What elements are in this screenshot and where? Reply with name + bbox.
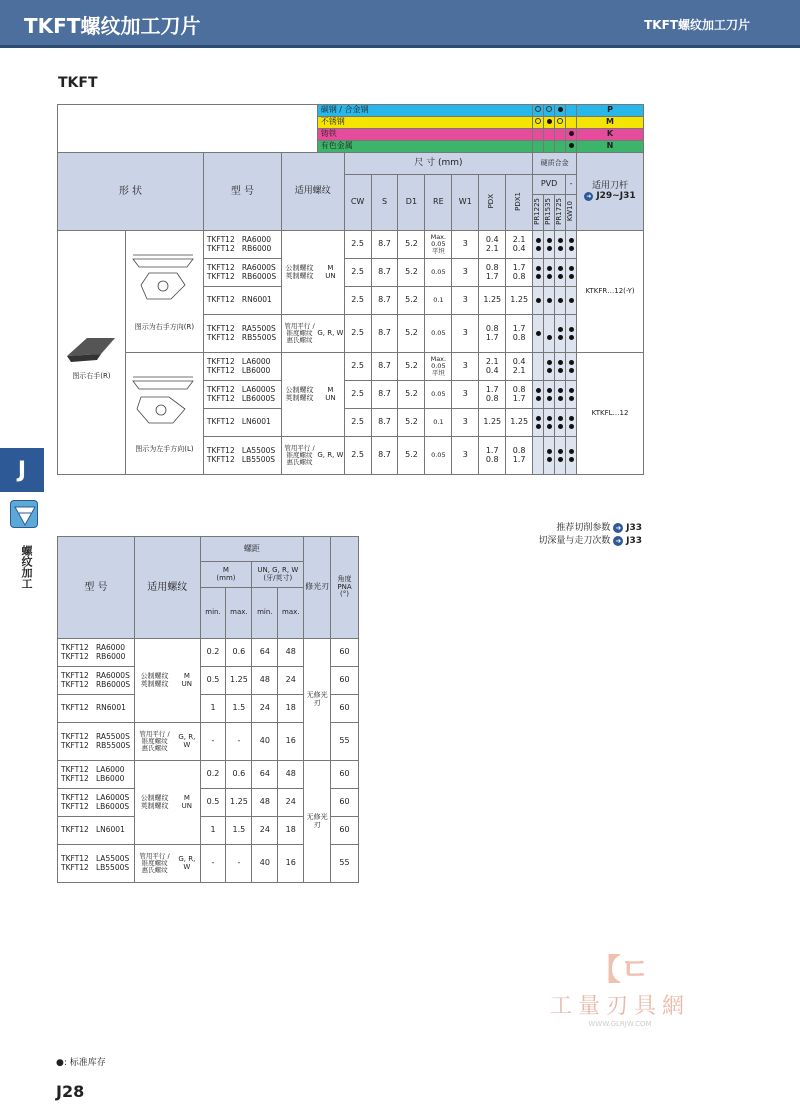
wiper-cell: 无修光刃	[304, 639, 331, 761]
thread-type: 公制螺纹 英制螺纹	[281, 353, 317, 437]
stock-dot	[569, 360, 574, 365]
stock-dot	[558, 424, 563, 429]
un-min: 64	[252, 639, 278, 667]
t2-header-un: UN, G, R, W (牙/英寸)	[252, 562, 304, 588]
header-holder: 适用刀杆 ➜ J29~J31	[577, 153, 644, 231]
m-max: 1.5	[226, 817, 252, 845]
pna-value: 60	[331, 817, 359, 845]
stock-dot	[536, 396, 541, 401]
header-shape: 形 状	[58, 153, 204, 231]
stock-dot	[569, 396, 574, 401]
un-min: 24	[252, 695, 278, 723]
pdx1-value: 2.1 0.4	[506, 231, 533, 259]
re-value: Max. 0.05 平坦	[425, 231, 452, 259]
re-value: 0.05	[425, 437, 452, 475]
stock-dot	[558, 457, 563, 462]
blank-corner	[58, 105, 318, 153]
m-max: 1.5	[226, 695, 252, 723]
stock-dot	[547, 416, 552, 421]
material-code: K	[577, 129, 644, 141]
t2-thread-code: M UN	[174, 639, 200, 723]
pdx1-value: 0.4 2.1	[506, 353, 533, 381]
t2-thread-code-grw: G, R, W	[174, 723, 200, 761]
m-min: 1	[200, 817, 226, 845]
header-carbide: 硬质合金	[533, 153, 577, 175]
threading-icon	[10, 500, 38, 528]
un-max: 18	[278, 817, 304, 845]
model-cell: TKFT12 RA5500S TKFT12 RB5500S	[203, 315, 281, 353]
pdx-value: 1.7 0.8	[479, 437, 506, 475]
thread-code: M UN	[317, 231, 344, 315]
s-value: 8.7	[371, 231, 398, 259]
pdx1-value: 1.7 0.8	[506, 259, 533, 287]
t2-model-cell: TKFT12 LA6000 TKFT12 LB6000	[58, 761, 135, 789]
un-max: 16	[278, 845, 304, 883]
m-min: 1	[200, 695, 226, 723]
t2-header-angle: 角度 PNA (°)	[331, 537, 359, 639]
t2-model-cell: TKFT12 RA6000 TKFT12 RB6000	[58, 639, 135, 667]
m-min: -	[200, 845, 226, 883]
t2-header-min: min.	[252, 588, 278, 639]
stock-dot	[569, 416, 574, 421]
stock-dot	[536, 238, 541, 243]
stock-dot	[547, 335, 552, 340]
pna-value: 60	[331, 789, 359, 817]
insert-drawing-l	[127, 373, 201, 443]
w1-value: 3	[452, 315, 479, 353]
model-cell: TKFT12 RA6000 TKFT12 RB6000	[203, 231, 281, 259]
stock-dot	[569, 335, 574, 340]
stock-dot	[547, 298, 552, 303]
stock-dot	[547, 368, 552, 373]
t2-header-wiper: 修光刃	[304, 537, 331, 639]
model-cell: TKFT12 LA6000S TKFT12 LB6000S	[203, 381, 281, 409]
re-value: 0.1	[425, 287, 452, 315]
stock-dot	[547, 396, 552, 401]
stock-dot	[569, 143, 574, 148]
model-cell: TKFT12 LN6001	[203, 409, 281, 437]
t2-header-min: min.	[200, 588, 226, 639]
t2-model-cell: TKFT12 RN6001	[58, 695, 135, 723]
thread-code-grw: G, R, W	[317, 315, 344, 353]
header-col-d1: D1	[398, 175, 425, 231]
w1-value: 3	[452, 287, 479, 315]
pdx1-value: 1.7 0.8	[506, 315, 533, 353]
d1-value: 5.2	[398, 437, 425, 475]
m-max: 1.25	[226, 789, 252, 817]
un-max: 48	[278, 639, 304, 667]
grade-kw10: KW10	[566, 195, 577, 231]
pdx1-value: 1.25	[506, 287, 533, 315]
t2-header-m: M (mm)	[200, 562, 252, 588]
pdx-value: 1.25	[479, 409, 506, 437]
t2-thread-type: 公制螺纹 英制螺纹	[134, 761, 174, 845]
stock-dot	[547, 457, 552, 462]
s-value: 8.7	[371, 287, 398, 315]
stock-dot	[569, 424, 574, 429]
model-cell: TKFT12 RN6001	[203, 287, 281, 315]
page-header	[0, 0, 800, 48]
d1-value: 5.2	[398, 353, 425, 381]
pna-value: 60	[331, 667, 359, 695]
insert-photo-cell: 图示右手(R)	[58, 231, 126, 475]
w1-value: 3	[452, 259, 479, 287]
t2-header-max: max.	[278, 588, 304, 639]
s-value: 8.7	[371, 381, 398, 409]
insert-drawing-r	[127, 251, 201, 321]
un-min: 40	[252, 723, 278, 761]
stock-dot	[558, 107, 563, 112]
header-col-pdx: PDX	[479, 175, 506, 231]
pdx-value: 2.1 0.4	[479, 353, 506, 381]
header-right-title: TKFT螺纹加工刀片	[644, 18, 750, 32]
w1-value: 3	[452, 231, 479, 259]
stock-dot	[558, 396, 563, 401]
arrow-right-icon: ➜	[613, 523, 623, 533]
stock-dot	[558, 416, 563, 421]
holder-right: KTKFR…12(-Y)	[577, 231, 644, 353]
stock-dot	[536, 246, 541, 251]
re-value: 0.05	[425, 315, 452, 353]
stock-dot	[558, 449, 563, 454]
suitability-circle	[535, 106, 541, 112]
left-hand-drawing: 图示为左手方向(L)	[125, 353, 203, 475]
un-max: 18	[278, 695, 304, 723]
m-max: 0.6	[226, 761, 252, 789]
re-value: 0.05	[425, 259, 452, 287]
suitability-circle	[546, 106, 552, 112]
stock-dot	[536, 298, 541, 303]
depth-passes-ref[interactable]: 切深量与走刀次数 ➜ J33	[538, 536, 642, 546]
pna-value: 55	[331, 723, 359, 761]
t2-header-thread: 适用螺纹	[134, 537, 200, 639]
header-col-re: RE	[425, 175, 452, 231]
pdx-value: 1.7 0.8	[479, 381, 506, 409]
model-cell: TKFT12 LA6000 TKFT12 LB6000	[203, 353, 281, 381]
m-max: -	[226, 845, 252, 883]
grade-pr1725: PR1725	[555, 195, 566, 231]
thread-code-grw: G, R, W	[317, 437, 344, 475]
right-hand-drawing: 图示为右手方向(R)	[125, 231, 203, 353]
header-dash: -	[566, 175, 577, 195]
w1-value: 3	[452, 353, 479, 381]
un-min: 64	[252, 761, 278, 789]
arrow-right-icon: ➜	[613, 536, 623, 546]
header-col-s: S	[371, 175, 398, 231]
stock-dot	[569, 449, 574, 454]
d1-value: 5.2	[398, 381, 425, 409]
stock-dot	[536, 274, 541, 279]
t2-thread-code-grw: G, R, W	[174, 845, 200, 883]
un-max: 48	[278, 761, 304, 789]
t2-thread-type-pipe: 管用平行 / 锥度螺纹 惠氏螺纹	[134, 845, 174, 883]
m-max: 1.25	[226, 667, 252, 695]
w1-value: 3	[452, 409, 479, 437]
re-value: 0.05	[425, 381, 452, 409]
cw-value: 2.5	[344, 287, 371, 315]
material-label: 有色金属	[317, 141, 532, 153]
stock-dot	[547, 246, 552, 251]
section-tab-j[interactable]: J	[0, 448, 44, 492]
stock-dot	[558, 298, 563, 303]
stock-dot	[569, 274, 574, 279]
s-value: 8.7	[371, 437, 398, 475]
stock-dot	[547, 119, 552, 124]
stock-dot	[558, 335, 563, 340]
header-title: TKFT螺纹加工刀片	[24, 14, 201, 38]
stock-dot	[569, 238, 574, 243]
header-dimensions: 尺 寸 (mm)	[344, 153, 533, 175]
material-code: P	[577, 105, 644, 117]
d1-value: 5.2	[398, 259, 425, 287]
pdx-value: 0.8 1.7	[479, 315, 506, 353]
section-title: TKFT	[58, 75, 98, 91]
material-label: 铸铁	[317, 129, 532, 141]
stock-dot	[569, 368, 574, 373]
s-value: 8.7	[371, 315, 398, 353]
cw-value: 2.5	[344, 437, 371, 475]
stock-dot	[558, 327, 563, 332]
header-pvd: PVD	[533, 175, 566, 195]
stock-dot	[547, 266, 552, 271]
grade-pr1225: PR1225	[533, 195, 544, 231]
t2-model-cell: TKFT12 RA6000S TKFT12 RB6000S	[58, 667, 135, 695]
header-col-pdx1: PDX1	[506, 175, 533, 231]
s-value: 8.7	[371, 409, 398, 437]
pitch-table	[57, 536, 359, 883]
pna-value: 60	[331, 761, 359, 789]
t2-header-max: max.	[226, 588, 252, 639]
pdx1-value: 0.8 1.7	[506, 437, 533, 475]
stock-dot	[569, 266, 574, 271]
thread-code: M UN	[317, 353, 344, 437]
m-max: 0.6	[226, 639, 252, 667]
pna-value: 55	[331, 845, 359, 883]
stock-dot	[558, 388, 563, 393]
pdx1-value: 0.8 1.7	[506, 381, 533, 409]
pna-value: 60	[331, 695, 359, 723]
suitability-circle	[535, 118, 541, 124]
t2-model-cell: TKFT12 LA6000S TKFT12 LB6000S	[58, 789, 135, 817]
re-value: 0.1	[425, 409, 452, 437]
un-min: 48	[252, 789, 278, 817]
pna-value: 60	[331, 639, 359, 667]
m-min: -	[200, 723, 226, 761]
t2-model-cell: TKFT12 RA5500S TKFT12 RB5500S	[58, 723, 135, 761]
d1-value: 5.2	[398, 287, 425, 315]
t2-thread-code: M UN	[174, 761, 200, 845]
un-max: 16	[278, 723, 304, 761]
material-label: 碳钢 / 合金钢	[317, 105, 532, 117]
t2-header-pitch: 螺距	[200, 537, 304, 562]
t2-model-cell: TKFT12 LA5500S TKFT12 LB5500S	[58, 845, 135, 883]
arrow-right-icon: ➜	[586, 192, 592, 200]
stock-dot	[547, 424, 552, 429]
pdx1-value: 1.25	[506, 409, 533, 437]
stock-dot	[558, 274, 563, 279]
t2-thread-type-pipe: 管用平行 / 锥度螺纹 惠氏螺纹	[134, 723, 174, 761]
stock-dot	[569, 298, 574, 303]
stock-dot	[558, 360, 563, 365]
insert-spec-table	[57, 104, 644, 475]
t2-header-model: 型 号	[58, 537, 135, 639]
insert-photo-icon	[61, 324, 121, 364]
m-min: 0.5	[200, 789, 226, 817]
re-value: Max. 0.05 平坦	[425, 353, 452, 381]
grade-pr1535: PR1535	[544, 195, 555, 231]
cw-value: 2.5	[344, 315, 371, 353]
thread-type: 公制螺纹 英制螺纹	[281, 231, 317, 315]
stock-dot	[558, 246, 563, 251]
stock-dot	[558, 238, 563, 243]
cw-value: 2.5	[344, 409, 371, 437]
section-tab-label: 螺纹加工	[20, 545, 33, 589]
stock-dot	[547, 238, 552, 243]
cw-value: 2.5	[344, 259, 371, 287]
m-min: 0.2	[200, 761, 226, 789]
model-cell: TKFT12 LA5500S TKFT12 LB5500S	[203, 437, 281, 475]
suitability-circle	[557, 118, 563, 124]
d1-value: 5.2	[398, 231, 425, 259]
stock-dot	[536, 424, 541, 429]
t2-model-cell: TKFT12 LN6001	[58, 817, 135, 845]
stock-dot	[547, 388, 552, 393]
un-min: 40	[252, 845, 278, 883]
w1-value: 3	[452, 437, 479, 475]
stock-dot	[569, 457, 574, 462]
stock-dot	[536, 331, 541, 336]
header-model: 型 号	[203, 153, 281, 231]
watermark: 【ㄷ 工量刃具網 WWW.GLRJW.COM	[540, 945, 700, 1028]
holder-left: KTKFL…12	[577, 353, 644, 475]
thread-type-pipe: 管用平行 / 锥度螺纹 惠氏螺纹	[281, 315, 317, 353]
stock-dot	[569, 246, 574, 251]
page-number: J28	[56, 1082, 85, 1101]
cw-value: 2.5	[344, 353, 371, 381]
stock-dot	[569, 388, 574, 393]
header-thread: 适用螺纹	[281, 153, 344, 231]
stock-dot	[547, 449, 552, 454]
pdx-value: 0.8 1.7	[479, 259, 506, 287]
un-max: 24	[278, 789, 304, 817]
stock-dot	[536, 266, 541, 271]
material-code: M	[577, 117, 644, 129]
stock-dot	[547, 274, 552, 279]
pdx-value: 0.4 2.1	[479, 231, 506, 259]
s-value: 8.7	[371, 259, 398, 287]
stock-dot	[569, 327, 574, 332]
watermark-logo-icon: 【ㄷ	[590, 953, 650, 988]
model-cell: TKFT12 RA6000S TKFT12 RB6000S	[203, 259, 281, 287]
stock-dot	[536, 416, 541, 421]
un-min: 24	[252, 817, 278, 845]
t2-thread-type: 公制螺纹 英制螺纹	[134, 639, 174, 723]
stock-dot	[558, 368, 563, 373]
legend-stock: ●: 标准库存	[56, 1058, 106, 1068]
cw-value: 2.5	[344, 231, 371, 259]
s-value: 8.7	[371, 353, 398, 381]
cw-value: 2.5	[344, 381, 371, 409]
cutting-params-ref[interactable]: 推荐切削参数 ➜ J33	[556, 523, 642, 533]
m-min: 0.2	[200, 639, 226, 667]
material-label: 不锈钢	[317, 117, 532, 129]
material-code: N	[577, 141, 644, 153]
un-min: 48	[252, 667, 278, 695]
un-max: 24	[278, 667, 304, 695]
pdx-value: 1.25	[479, 287, 506, 315]
m-max: -	[226, 723, 252, 761]
header-col-cw: CW	[344, 175, 371, 231]
d1-value: 5.2	[398, 315, 425, 353]
stock-dot	[547, 360, 552, 365]
stock-dot	[569, 131, 574, 136]
w1-value: 3	[452, 381, 479, 409]
d1-value: 5.2	[398, 409, 425, 437]
wiper-cell: 无修光刃	[304, 761, 331, 883]
thread-type-pipe: 管用平行 / 锥度螺纹 惠氏螺纹	[281, 437, 317, 475]
stock-dot	[558, 266, 563, 271]
m-min: 0.5	[200, 667, 226, 695]
header-col-w1: W1	[452, 175, 479, 231]
stock-dot	[536, 388, 541, 393]
